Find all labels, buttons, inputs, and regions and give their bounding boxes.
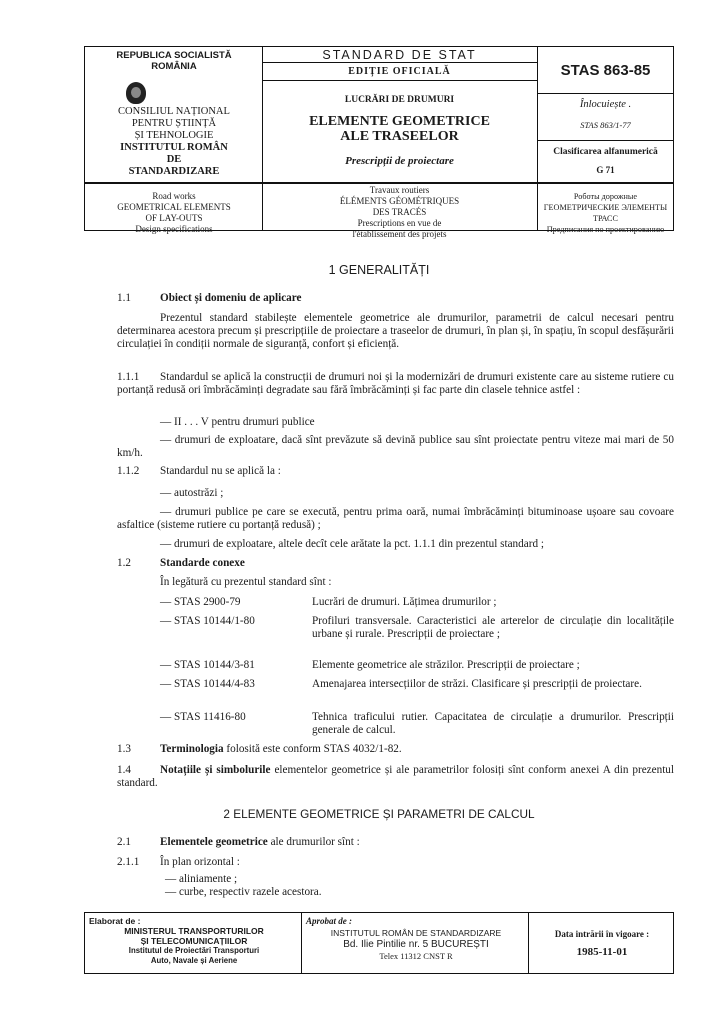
section-2-1-1-number: 2.1.1 — [117, 856, 140, 868]
chapter-2-title: 2 ELEMENTE GEOMETRICE ȘI PARAMETRI DE CALCUL — [223, 807, 535, 821]
section-1-4-text: 1.4 Notațiile și simbolurile elementelor geometrice și ale parametrilor folosiți sînt conform anexei A din prezentul standard. — [117, 764, 675, 790]
council-name: CONSILIUL NAȚIONAL PENTRU ȘTIINȚĂ ȘI TEHNOLOGIE — [118, 106, 230, 141]
french-title: Travaux routiers ÉLÉMENTS GÉOMÉTRIQUES DES TRACÉS Prescriptions en vue de l'établissement des projets — [339, 185, 460, 239]
section-1-2-intro: În legătură cu prezentul standard sînt : — [160, 576, 332, 588]
ref-1-text: Lucrări de drumuri. Lățimea drumurilor ; — [312, 596, 497, 608]
bullet-exploitation-roads: — drumuri de exploatare, dacă sînt prevăzute să devină publice sau sînt proiectate pentru viteze mai mari de 50 km/h. — [117, 434, 674, 460]
approved-by: Aprobat de : INSTITUTUL ROMÂN DE STANDARDIZARE Bd. Ilie Pintilie nr. 5 BUCUREȘTI Telex 11312 CNST R — [306, 916, 502, 961]
section-1-1-number: 1.1 — [117, 292, 131, 304]
edition-label: EDIȚIE OFICIALĂ — [348, 66, 451, 77]
ref-3-text: Elemente geometrice ale străzilor. Prescripții de proiectare ; — [312, 659, 580, 671]
ref-5-code: — STAS 11416-80 — [160, 711, 246, 723]
ref-1-code: — STAS 2900-79 — [160, 596, 241, 608]
ref-2-text: Profiluri transversale. Caracteristici ale arterelor de circulație din localitățile urbane și rurale. Prescripții de proiectare ; — [312, 615, 674, 641]
elaborated-by: Elaborat de : MINISTERUL TRANSPORTURILOR ȘI TELECOMUNICAȚIILOR Institutul de Proiectări Transporturi Auto, Navale și Aeriene — [89, 916, 264, 965]
standard-code: STAS 863-85 — [560, 62, 651, 79]
bullet-curves: — curbe, respectiv razele acestora. — [165, 886, 322, 898]
ref-5-text: Tehnica traficului rutier. Capacitatea de circulație a drumurilor. Prescripții generale de calcul. — [312, 711, 674, 737]
bullet-alignments: — aliniamente ; — [165, 873, 238, 885]
effective-date-label: Data intrării în vigoare : — [554, 929, 650, 939]
bullet-other-roads: — drumuri de exploatare, altele decît cele arătate la pct. 1.1.1 din prezentul standard ; — [160, 538, 544, 550]
section-1-2-number: 1.2 — [117, 557, 131, 569]
replaces-label: Înlocuiește . — [579, 99, 632, 110]
document-title: ELEMENTE GEOMETRICE ALE TRASEELOR — [309, 114, 490, 144]
section-1-3-text: Terminologia folosită este conform STAS 4032/1-82. — [160, 743, 402, 755]
standard-type: STANDARD DE STAT — [322, 48, 477, 62]
classification-label: Clasificarea alfanumerică — [553, 147, 658, 157]
replaces-value: STAS 863/1-77 — [580, 120, 631, 130]
effective-date-value: 1985-11-01 — [576, 946, 628, 958]
coat-of-arms-icon — [126, 82, 146, 104]
section-1-1-2-number: 1.1.2 — [117, 465, 140, 477]
section-2-1-1-title: În plan orizontal : — [160, 856, 240, 868]
ref-4-text: Amenajarea intersecțiilor de străzi. Clasificare și prescripții de proiectare. — [312, 678, 642, 690]
bullet-light-pavements: — drumuri publice pe care se execută, pentru prima oară, numai îmbrăcăminți bituminoase ușoare sau covoare asfaltice (sisteme rutiere cu portanță redusă) ; — [117, 506, 674, 532]
ref-4-code: — STAS 10144/4-83 — [160, 678, 255, 690]
classification-value: G 71 — [596, 165, 615, 175]
bullet-public-roads: — II . . . V pentru drumuri publice — [160, 416, 315, 428]
ref-2-code: — STAS 10144/1-80 — [160, 615, 255, 627]
chapter-1-title: 1 GENERALITĂȚI — [328, 263, 430, 277]
section-1-1-2-text: Standardul nu se aplică la : — [160, 465, 281, 477]
country-name: REPUBLICA SOCIALISTĂ ROMÂNIA — [116, 50, 232, 72]
english-title: Road works GEOMETRICAL ELEMENTS OF LAY-OUTS Design specifications — [117, 191, 231, 234]
paragraph-1-1: Prezentul standard stabilește elementele geometrice ale drumurilor, parametrii de calcul necesari pentru determinarea acestora precum și prescripțiile de proiectare a traseelor de drumuri, în plan și, în spațiu, în scopul desfășurării circulației în condiții normale de siguranță, confort și eficiență. — [117, 312, 674, 351]
section-1-2-title: Standarde conexe — [160, 557, 245, 569]
paragraph-1-1-1: 1.1.1 Standardul se aplică la construcții de drumuri noi și la modernizări de drumuri existente care au sisteme rutiere cu portanță redusă ori îmbrăcăminți degradate sau fără îmbrăcăminți și fac parte din clasele tehnice astfel : — [117, 371, 674, 397]
section-1-3-number: 1.3 — [117, 743, 131, 755]
section-2-1-text: Elementele geometrice ale drumurilor sînt : — [160, 836, 360, 848]
ref-3-code: — STAS 10144/3-81 — [160, 659, 255, 671]
russian-title: Роботы дорожные ГЕОМЕТРИЧЕСКИЕ ЭЛЕМЕНТЫ ТРАСС Предписания по проектированию — [543, 192, 668, 234]
section-2-1-number: 2.1 — [117, 836, 131, 848]
document-subtitle: Prescripții de proiectare — [345, 155, 454, 167]
bullet-motorways: — autostrăzi ; — [160, 487, 224, 499]
institute-name: INSTITUTUL ROMÂN DE STANDARDIZARE — [120, 142, 228, 177]
category-label: LUCRĂRI DE DRUMURI — [344, 95, 455, 105]
section-1-1-title: Obiect și domeniu de aplicare — [160, 292, 302, 304]
